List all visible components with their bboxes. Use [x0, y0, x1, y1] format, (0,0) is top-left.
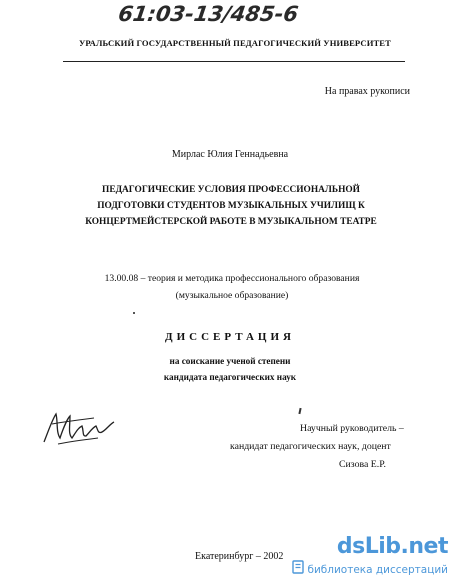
watermark-subtitle-text: библиотека диссертаций [307, 564, 448, 576]
handwritten-catalog-code: 61:03-13/485-6 [116, 2, 300, 26]
city-year: Екатеринбург – 2002 [195, 551, 284, 562]
supervisor-block [230, 420, 410, 474]
dslib-watermark [270, 534, 448, 580]
dissertation-title [52, 182, 410, 230]
degree-line-2: кандидата педагогических наук [163, 372, 297, 382]
specialty-code-line: 13.00.08 – теория и методика профессионального образования [104, 273, 360, 284]
scan-speck [133, 312, 135, 314]
degree-block [110, 353, 350, 385]
header-divider [63, 61, 405, 62]
manuscript-note: На правах рукописи [324, 86, 410, 97]
title-line: КОНЦЕРТМЕЙСТЕРСКОЙ РАБОТЕ В МУЗЫКАЛЬНОМ ТЕАТРЕ [85, 217, 377, 227]
title-line: ПОДГОТОВКИ СТУДЕНТОВ МУЗЫКАЛЬНЫХ УЧИЛИЩ К [97, 201, 365, 211]
author-name: Мирлас Юлия Геннадьевна [171, 149, 289, 160]
supervisor-degree: кандидат педагогических наук, доцент [230, 441, 391, 452]
dissertation-heading: ДИССЕРТАЦИЯ [165, 331, 295, 343]
supervisor-name: Сизова Е.Р. [339, 459, 386, 470]
specialty-block [52, 270, 412, 304]
book-icon [292, 560, 304, 574]
title-line: ПЕДАГОГИЧЕСКИЕ УСЛОВИЯ ПРОФЕССИОНАЛЬНОЙ [102, 185, 360, 195]
handwritten-signature [38, 402, 118, 450]
watermark-logo: dsLib.net [336, 534, 448, 559]
watermark-subtitle [270, 560, 448, 577]
supervisor-role: Научный руководитель – [300, 423, 404, 434]
university-name: УРАЛЬСКИЙ ГОСУДАРСТВЕННЫЙ ПЕДАГОГИЧЕСКИЙ УНИВЕРСИТЕТ [79, 38, 391, 48]
specialty-field-line: (музыкальное образование) [175, 290, 289, 301]
pen-mark [298, 408, 301, 414]
degree-line-1: на соискание ученой степени [169, 356, 291, 366]
